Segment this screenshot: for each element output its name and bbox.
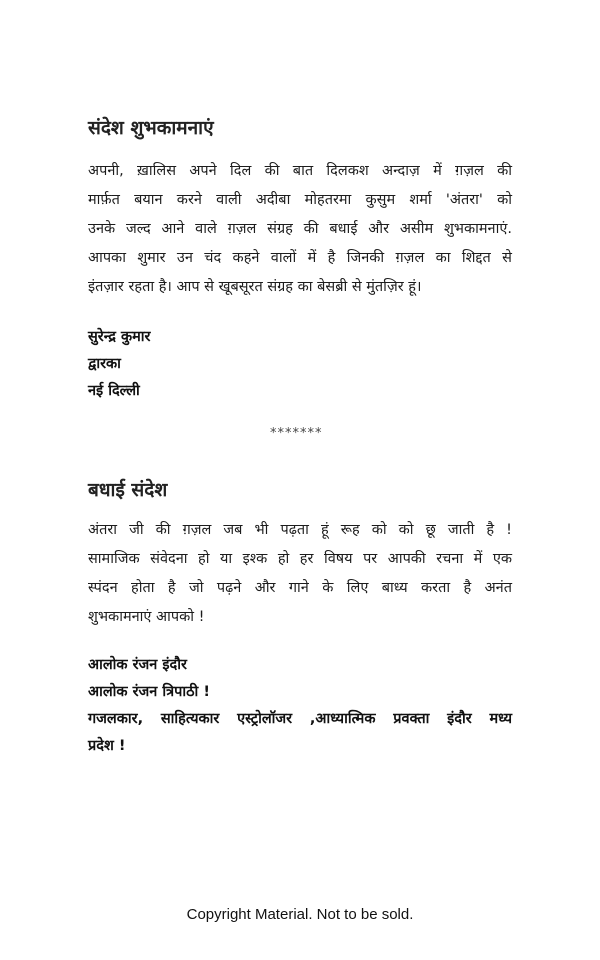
signature-title: गजलकार, साहित्यकार एस्ट्रोलॉजर ,आध्यात्मिक प्रवक्ता इंदौर मध्य <box>88 711 512 727</box>
signature-name: सुरेन्द्र कुमार <box>88 329 151 345</box>
signature-block-1 <box>88 324 150 405</box>
paragraph-line: सामाजिक संवेदना हो या इश्क हो हर विषय पर आपकी रचना में एक <box>88 551 512 567</box>
section-heading-greetings: संदेश शुभकामनाएं <box>88 117 214 139</box>
section-heading-congratulations: बधाई संदेश <box>88 479 168 501</box>
signature-block-2 <box>88 652 512 760</box>
paragraph-line: उनके जल्द आने वाले ग़ज़ल संग्रह की बधाई और असीम शुभकामनाएं. <box>88 221 512 237</box>
paragraph-line: शुभकामनाएं आपको ! <box>88 609 205 625</box>
section-separator: ******* <box>270 426 323 441</box>
signature-fullname: आलोक रंजन त्रिपाठी ! <box>88 684 210 700</box>
paragraph-line: अंतरा जी की ग़ज़ल जब भी पढ़ता हूं रूह को को छू जाती है ! <box>88 522 512 538</box>
paragraph-line: आपका शुमार उन चंद कहने वालों में है जिनकी ग़ज़ल का शिद्दत से <box>88 250 512 266</box>
signature-name: आलोक रंजन इंदौर <box>88 657 187 673</box>
paragraph-line: अपनी, ख़ालिस अपने दिल की बात दिलकश अन्दाज़ में ग़ज़ल की <box>88 163 512 179</box>
copyright-footer: Copyright Material. Not to be sold. <box>186 906 414 923</box>
signature-place: द्वारका <box>88 356 121 372</box>
paragraph-line: इंतज़ार रहता है। आप से खूबसूरत संग्रह का बेसब्री से मुंतज़िर हूं। <box>88 279 422 295</box>
congratulations-paragraph <box>88 516 512 632</box>
paragraph-line: स्पंदन होता है जो पढ़ने और गाने के लिए बाध्य करता है अनंत <box>88 580 512 596</box>
greetings-paragraph <box>88 157 512 302</box>
signature-state: प्रदेश ! <box>88 738 126 754</box>
signature-city: नई दिल्ली <box>88 383 140 399</box>
paragraph-line: मार्फ़त बयान करने वाली अदीबा मोहतरमा कुसुम शर्मा 'अंतरा' को <box>88 192 512 208</box>
